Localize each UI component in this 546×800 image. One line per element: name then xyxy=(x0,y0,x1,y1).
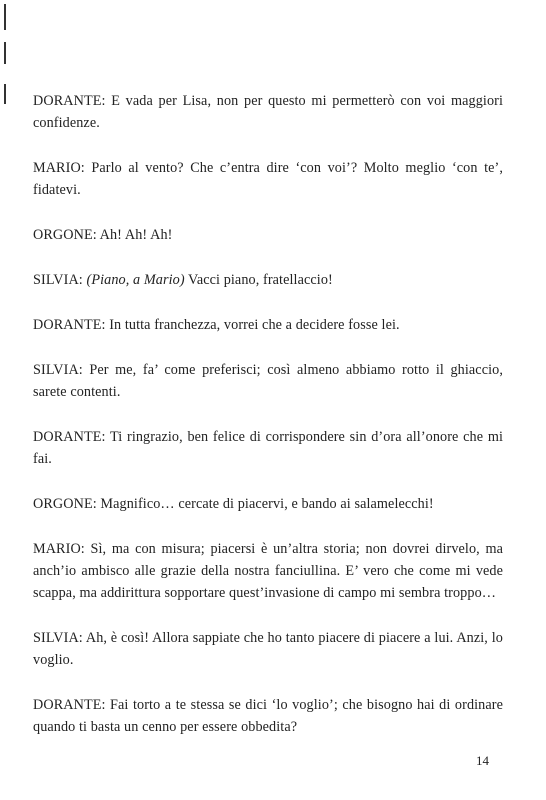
scan-margin-mark xyxy=(4,42,6,64)
speech-orgone-2 xyxy=(33,493,503,515)
speaker-name: MARIO: xyxy=(33,160,85,176)
speaker-name: DORANTE: xyxy=(33,429,106,445)
speech-text: Vacci piano, fratellaccio! xyxy=(188,272,333,288)
speaker-name: SILVIA: xyxy=(33,362,83,378)
scan-margin-mark xyxy=(4,4,6,30)
speaker-name: SILVIA: xyxy=(33,630,83,646)
speech-text: E vada per Lisa, non per questo mi permetterò con voi maggiori confidenze. xyxy=(33,93,503,131)
speech-silvia-2 xyxy=(33,359,503,403)
speech-text: In tutta franchezza, vorrei che a decidere fosse lei. xyxy=(109,317,400,333)
speech-text: Ti ringrazio, ben felice di corrispondere sin d’ora all’onore che mi fai. xyxy=(33,429,504,467)
speech-silvia-3 xyxy=(33,627,503,671)
speaker-name: SILVIA: xyxy=(33,272,83,288)
speech-mario-2 xyxy=(33,538,503,604)
speaker-name: DORANTE: xyxy=(33,93,106,109)
speech-dorante-4 xyxy=(33,694,503,738)
speaker-name: DORANTE: xyxy=(33,697,106,713)
speech-dorante-1 xyxy=(33,90,503,134)
stage-direction: (Piano, a Mario) xyxy=(86,272,185,288)
speech-text: Ah! Ah! Ah! xyxy=(99,227,173,243)
speech-text: Parlo al vento? Che c’entra dire ‘con voi’? Molto meglio ‘con te’, fidatevi. xyxy=(33,160,503,198)
speech-text: Per me, fa’ come preferisci; così almeno abbiamo rotto il ghiaccio, sarete contenti. xyxy=(33,362,503,400)
speaker-name: MARIO: xyxy=(33,541,85,557)
speech-mario-1 xyxy=(33,157,503,201)
scan-margin-mark xyxy=(4,84,6,104)
speech-text: Sì, ma con misura; piacersi è un’altra storia; non dovrei dirvelo, ma anch’io ambisco alle grazie della nostra fanciullina. E’ vero che come mi vede scappa, ma addirittura sopportare quest’invasione di campo mi sembra troppo… xyxy=(33,541,503,601)
speech-dorante-2 xyxy=(33,314,503,336)
speaker-name: ORGONE: xyxy=(33,227,97,243)
speech-dorante-3 xyxy=(33,426,503,470)
speech-text: Fai torto a te stessa se dici ‘lo voglio’; che bisogno hai di ordinare quando ti basta un cenno per essere obbedita? xyxy=(33,697,503,735)
speech-silvia-1 xyxy=(33,269,503,291)
speaker-name: ORGONE: xyxy=(33,496,97,512)
speech-text: Ah, è così! Allora sappiate che ho tanto piacere di piacere a lui. Anzi, lo voglio. xyxy=(33,630,503,668)
page-number: 14 xyxy=(476,753,489,768)
speech-orgone-1 xyxy=(33,224,503,246)
speech-text: Magnifico… cercate di piacervi, e bando ai salamelecchi! xyxy=(100,496,434,512)
speaker-name: DORANTE: xyxy=(33,317,106,333)
play-text xyxy=(33,90,503,761)
